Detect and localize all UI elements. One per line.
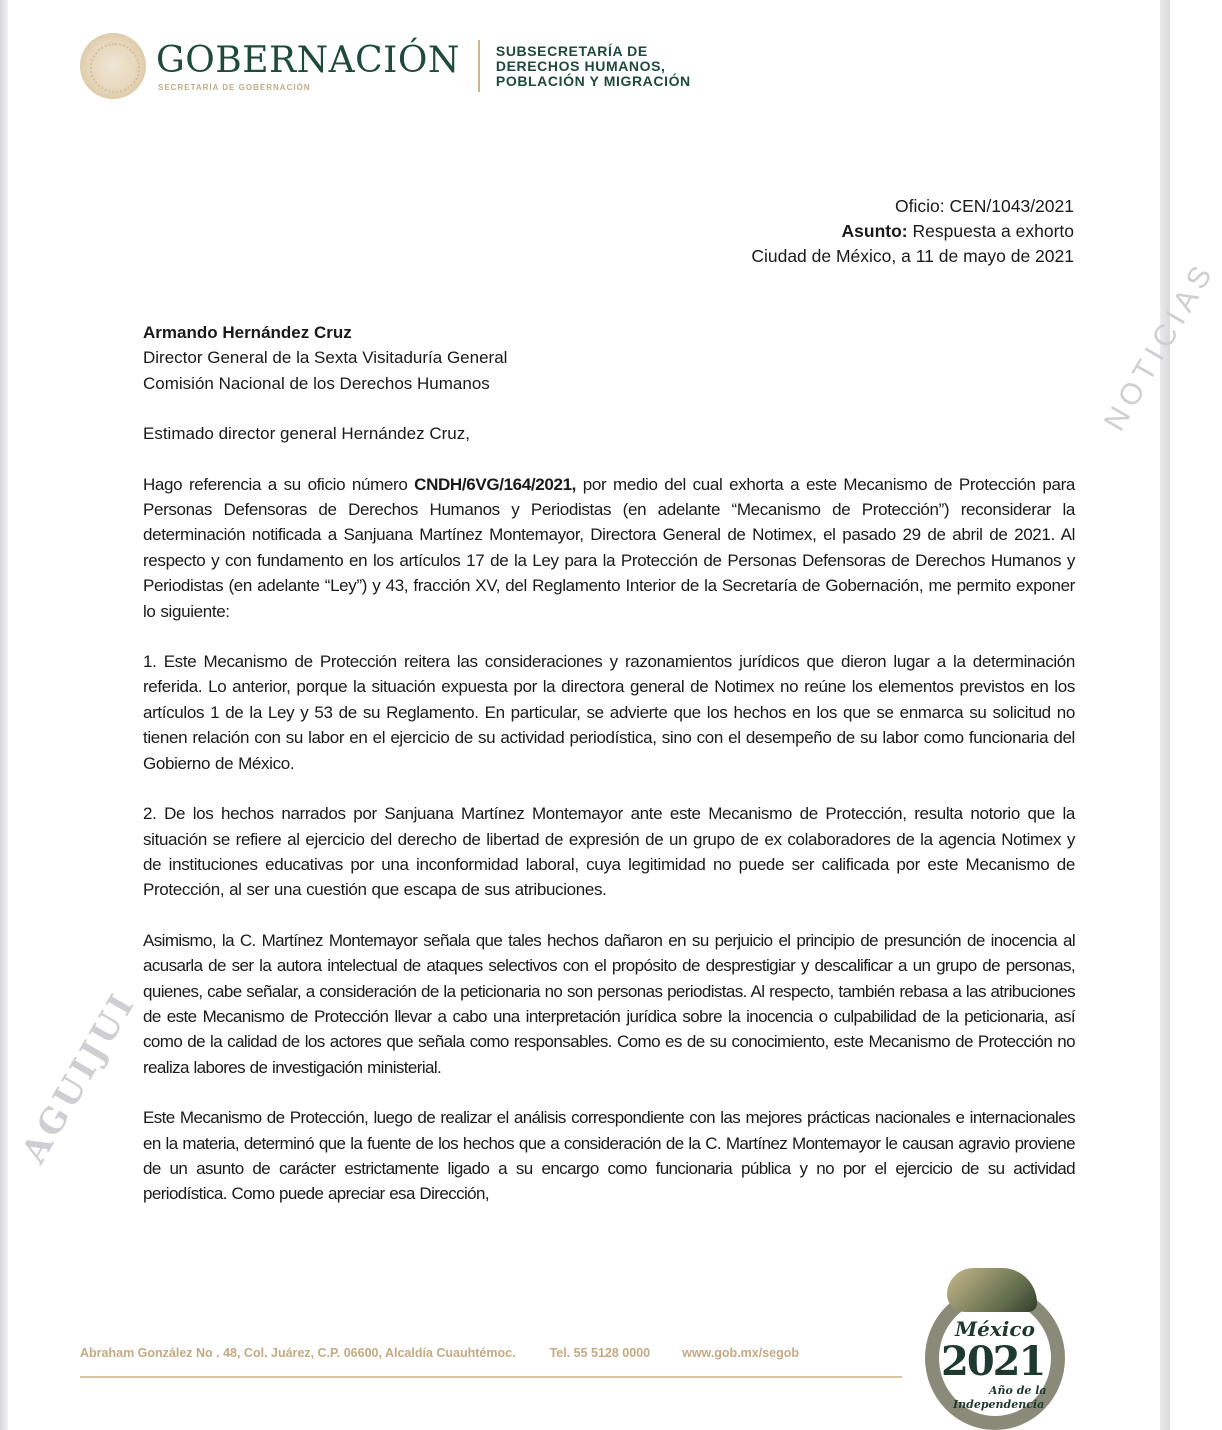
greeting: Estimado director general Hernández Cruz,	[143, 424, 470, 444]
footer-phone: Tel. 55 5128 0000	[549, 1346, 651, 1360]
paragraph-asimismo: Asimismo, la C. Martínez Montemayor señala que tales hechos dañaron en su perjuicio el principio de presunción de inocencia al acusarla de ser la autora intelectual de ataques selectivos con el propósito de desprestigiar y descalificar a un grupo de personas, quienes, cabe señalar, a consideración de la peticionaria no son personas periodistas. Al respecto, también rebasa a las atribuciones de este Mecanismo de Protección llevar a cabo una interpretación jurídica sobre la inocencia o culpabilidad de la peticionaria, así como de la calidad de los actores que señala como responsables. Como es de su conocimiento, este Mecanismo de Protección no realiza labores de investigación ministerial.	[143, 930, 1075, 1077]
emblem-line2: Independencia	[953, 1398, 1045, 1411]
footer-rule	[80, 1376, 902, 1378]
p1-text-after: por medio del cual exhorta a este Mecanismo de Protección para Personas Defensoras de Derechos Humanos y Periodistas (en adelante “Mecanismo de Protección”) reconsiderar la determinación notificada a Sanjuana Martínez Montemayor, Directora General de Notimex, el pasado 29 de abril de 2021. Al respecto y con fundamento en los artículos 17 de la Ley para la Protección de Personas Defensoras de Derechos Humanos y Periodistas (en adelante “Ley”) y 43, fracción XV, del Reglamento Interior de la Secretaría de Gobernación, me permito exponer lo siguiente:	[143, 474, 1076, 621]
oficio-number: Oficio: CEN/1043/2021	[895, 196, 1074, 216]
document-references	[751, 194, 1074, 269]
subsecretaria-line: DERECHOS HUMANOS,	[495, 57, 666, 74]
subsecretaria-line: POBLACIÓN Y MIGRACIÓN	[495, 72, 691, 89]
paragraph-reference	[143, 472, 1075, 624]
gobernacion-logo	[156, 41, 460, 92]
letterhead	[80, 36, 691, 96]
gobernacion-subtitle: SECRETARÍA DE GOBERNACIÓN	[158, 82, 311, 92]
addressee-name: Armando Hernández Cruz	[143, 323, 352, 342]
page-edge-right	[1160, 0, 1170, 1430]
asunto-label: Asunto:	[841, 221, 908, 241]
addressee-block	[143, 320, 1075, 396]
addressee-institution: Comisión Nacional de los Derechos Humanos	[143, 373, 490, 393]
page-edge-left	[0, 0, 8, 1430]
footer	[80, 1346, 902, 1360]
header-divider	[478, 40, 480, 92]
watermark-big-text: AGUIJUI	[14, 984, 144, 1170]
subsecretaria-name	[496, 44, 691, 89]
mexico-2021-emblem	[925, 1268, 1075, 1430]
oficio-reference-number: CNDH/6VG/164/2021,	[414, 474, 577, 494]
gobernacion-title: GOBERNACIÓN	[156, 39, 460, 81]
paragraph-point-1: 1. Este Mecanismo de Protección reitera las consideraciones y razonamientos jurídicos que dieron lugar a la determinación referida. Lo anterior, porque la situación expuesta por la directora general de Notimex no reúne los elementos previstos en los artículos 1 de la Ley y 53 de su Reglamento. En particular, se advierte que los hechos en los que se enmarca su solicitud no tienen relación con su labor en el ejercicio de su actividad periodística, sino con el desempeño de su labor como funcionaria del Gobierno de México.	[143, 652, 1075, 773]
quetzalcoatl-serpent-icon	[947, 1268, 1037, 1312]
coat-of-arms-icon	[80, 33, 146, 99]
subsecretaria-line: SUBSECRETARÍA DE	[495, 42, 648, 59]
footer-address: Abraham González No . 48, Col. Juárez, C.P. 06600, Alcaldía Cuauhtémoc.	[80, 1346, 516, 1360]
asunto-value: Respuesta a exhorto	[907, 221, 1074, 241]
paragraph-analysis: Este Mecanismo de Protección, luego de realizar el análisis correspondiente con las mejores prácticas nacionales e internacionales en la materia, determinó que la fuente de los hechos que a consideración de la C. Martínez Montemayor le causan agravio proviene de un asunto de carácter estrictamente ligado a su encargo como funcionaria pública y no por el ejercicio de su actividad periodística. Como puede apreciar esa Dirección,	[143, 1108, 1075, 1204]
p1-text-before: Hago referencia a su oficio número	[143, 474, 415, 494]
emblem-country: México	[955, 1317, 1035, 1341]
addressee-position: Director General de la Sexta Visitaduría General	[143, 348, 508, 368]
letter-body	[143, 320, 1075, 1207]
emblem-year: 2021	[941, 1338, 1045, 1385]
asunto-line	[751, 219, 1074, 244]
paragraph-point-2: 2. De los hechos narrados por Sanjuana Martínez Montemayor ante este Mecanismo de Protección, resulta notorio que la situación se refiere al ejercicio del derecho de libertad de expresión de un grupo de ex colaboradores de la agencia Notimex y de instituciones educativas por una inconformidad laboral, cuya legitimidad no puede ser calificada por este Mecanismo de Protección, al ser una cuestión que escapa de sus atribuciones.	[143, 804, 1075, 900]
watermark-small-text: NOTICIAS	[1098, 255, 1222, 437]
place-date: Ciudad de México, a 11 de mayo de 2021	[751, 246, 1074, 266]
emblem-line1: Año de la	[989, 1384, 1047, 1397]
footer-website: www.gob.mx/segob	[682, 1346, 800, 1360]
